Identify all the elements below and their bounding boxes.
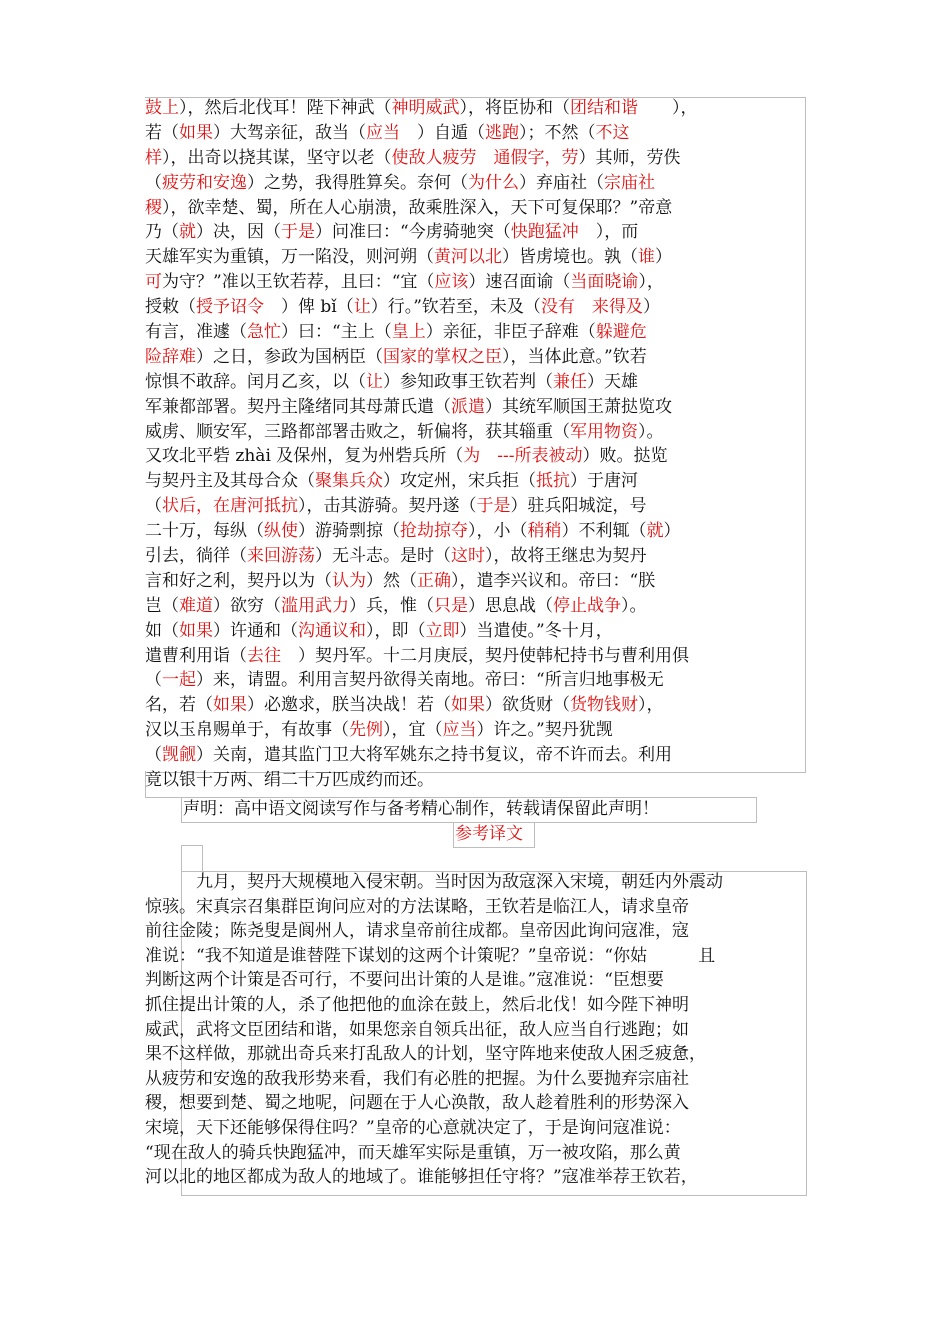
annotation-gloss: 让: [366, 371, 383, 392]
source-text: ），即（: [366, 620, 426, 641]
annotation-gloss: 如果: [179, 122, 213, 143]
source-text: 汉以玉帛赐单于，有故事（: [145, 720, 349, 741]
translation-line: 前往金陵；陈尧叟是阆州人，请求皇帝前往成都。皇帝因此询问寇准，寇: [145, 921, 689, 942]
reference-translation-title: 参考译文: [455, 824, 523, 844]
source-text: ）欲货财（: [485, 695, 570, 716]
source-text: （: [145, 172, 162, 193]
source-text: 遣曹利用诣（: [145, 645, 247, 666]
source-text: 若（: [145, 122, 179, 143]
source-text: ）关南，遣其监门卫大将军姚东之持书复议，帝不许而去。利用: [196, 745, 672, 766]
source-text: ）天雄: [587, 371, 638, 392]
translation-line: 稷，想要到楚、蜀之地呢，问题在于人心涣散，敌人趁着胜利的形势深入: [145, 1093, 689, 1114]
annotation-gloss: 军用物资: [570, 421, 638, 442]
source-text: 二十万，每纵（: [145, 521, 264, 542]
annotation-gloss: 聚集兵众: [315, 471, 383, 492]
source-text: ）速召面谕（: [468, 272, 571, 293]
source-text: ）许之。”契丹犹觊: [476, 720, 613, 741]
annotation-gloss: 国家的掌权之臣: [383, 346, 502, 367]
annotation-gloss: 逃跑: [485, 122, 519, 143]
source-text: ）；不然（: [519, 122, 596, 143]
annotated-line: [145, 96, 805, 121]
source-text: ），小（: [468, 521, 528, 542]
annotated-line: [145, 345, 805, 370]
annotation-gloss: 宗庙社: [604, 172, 655, 193]
source-text: ）必邀求，朕当决战！若（: [247, 695, 451, 716]
annotation-gloss: 抵抗: [536, 471, 570, 492]
annotated-line: [145, 420, 805, 445]
source-text: ）: [642, 297, 660, 318]
annotated-line: [145, 220, 805, 245]
annotated-line: [145, 519, 805, 544]
annotation-gloss: 神明威武: [391, 98, 460, 118]
annotation-gloss: 沟通议和: [298, 620, 366, 641]
annotation-gloss: 皇上: [391, 322, 426, 343]
source-text: ）于唐河: [570, 471, 638, 492]
source-text: ），: [638, 98, 698, 118]
annotation-gloss: 鼓上: [145, 98, 179, 118]
source-text: ）自遁（: [400, 122, 485, 143]
source-text: ）: [655, 247, 672, 268]
source-text: ）。: [638, 421, 664, 442]
source-text: 岂（: [145, 595, 179, 616]
annotation-gloss: 稷: [145, 197, 162, 218]
source-text: 言和好之利，契丹以为（: [145, 570, 332, 591]
annotation-gloss: 货物钱财: [570, 695, 638, 716]
annotation-gloss: 躲避危: [595, 322, 647, 343]
annotated-line: [145, 494, 805, 519]
source-text: （: [145, 745, 162, 766]
annotation-gloss: 为什么: [468, 172, 519, 193]
source-text: 为守？”准以王钦若荐，且曰：“宜（: [162, 272, 435, 293]
annotation-gloss: 去往: [247, 645, 281, 666]
source-text: ）攻定州，宋兵拒（: [383, 471, 536, 492]
annotation-gloss: 样: [145, 147, 162, 168]
annotation-gloss: 觊觎: [162, 745, 196, 766]
annotation-gloss: 于是: [476, 496, 511, 517]
translation-line: 九月，契丹大规模地入侵宋朝。当时因为敌寇深入宋境，朝廷内外震动: [145, 872, 723, 892]
annotation-gloss: 应当: [442, 720, 477, 741]
annotation-gloss: 应该: [434, 272, 469, 293]
annotated-line: [145, 594, 805, 619]
annotation-gloss: 难道: [179, 595, 213, 616]
source-text: ），故将王继忠为契丹: [485, 546, 647, 567]
source-text: ），当体此意。”钦若: [502, 346, 647, 367]
annotation-gloss: 派遣: [451, 396, 485, 417]
annotation-gloss: 于是: [281, 222, 315, 243]
translation-text: [145, 870, 805, 1190]
annotated-line: [145, 370, 805, 395]
source-text: ）欲穷（: [213, 595, 281, 616]
source-text: ），: [638, 272, 664, 293]
source-text: ），然后北伐耳！陛下神武（: [179, 98, 392, 118]
annotation-gloss: 应当: [366, 122, 400, 143]
source-text: 名，若（: [145, 695, 213, 716]
translation-line: 判断这两个计策是否可行，不要问出计策的人是谁。”寇准说：“臣想要: [145, 970, 664, 991]
annotation-gloss: 认为: [332, 570, 366, 591]
translation-line: 准说：“我不知道是谁替陛下谋划的这两个计策呢？”皇帝说：“你姑 且: [145, 945, 716, 966]
annotated-line: [145, 718, 805, 743]
source-text: ）: [663, 521, 681, 542]
source-text: ）契丹军。十二月庚辰，契丹使韩杞持书与曹利用俱: [281, 645, 689, 666]
annotation-gloss: 就: [179, 222, 196, 243]
source-text: 如（: [145, 620, 179, 641]
translation-line: 威武，武将文臣团结和谐，如果您亲自领兵出征，敌人应当自行逃跑；如: [145, 1019, 689, 1040]
annotation-gloss: 稍稍: [527, 521, 562, 542]
annotation-gloss: 停止战争: [553, 595, 621, 616]
translation-line: 抓住提出计策的人，杀了他把他的血涂在鼓上，然后北伐！如今陛下神明: [145, 994, 689, 1015]
annotation-gloss: 一起: [162, 670, 196, 691]
annotation-gloss: 状后，在唐河抵抗: [162, 496, 298, 517]
annotated-line: [145, 619, 805, 644]
annotation-gloss: 让: [353, 297, 371, 318]
annotation-gloss: 不这: [595, 122, 630, 143]
annotation-gloss: 疲劳和安逸: [162, 172, 247, 193]
source-text: 惊惧不敢辞。闰月乙亥，以（: [145, 371, 366, 392]
annotated-line: [145, 668, 805, 693]
annotation-gloss: 谁: [638, 247, 655, 268]
source-text: ），: [638, 695, 664, 716]
annotated-line: [145, 644, 805, 669]
annotation-gloss: 抢劫掠夺: [400, 521, 468, 542]
source-text: 威虏、顺安军，三路都部署击败之，斩偏将，获其辎重（: [145, 421, 570, 442]
source-text: 引去，徜徉（: [145, 546, 247, 567]
translation-line: 宋境，天下还能够保得住吗？”皇帝的心意就决定了，于是询问寇准说：: [145, 1117, 681, 1138]
annotation-gloss: 授予诏令: [196, 297, 264, 318]
annotation-gloss: 正确: [417, 570, 451, 591]
declaration-text: 声明：高中语文阅读写作与备考精心制作，转载请保留此声明！: [183, 799, 659, 819]
source-text: 与契丹主及其母合众（: [145, 471, 315, 492]
source-text: 有言，准遽（: [145, 322, 247, 343]
source-text: 军兼都部署。契丹主隆绪同其母萧氏遣（: [145, 396, 451, 417]
source-text: ），将臣协和（: [459, 98, 570, 118]
annotated-line: [145, 171, 805, 196]
annotation-gloss: 纵使: [264, 521, 298, 542]
annotated-line: [145, 320, 805, 345]
annotation-gloss: 兼任: [553, 371, 587, 392]
source-text: 又攻北平砦 zhài 及保州，复为州砦兵所（: [145, 446, 464, 467]
source-text: ），而: [578, 222, 639, 243]
source-text: ）决，因（: [196, 222, 281, 243]
annotated-line: [145, 295, 805, 320]
source-text: ）大驾亲征，敌当（: [213, 122, 366, 143]
source-text: （: [145, 496, 162, 517]
source-text: ）思息战（: [468, 595, 553, 616]
translation-line: 果不这样做，那就出奇兵来打乱敌人的计划，坚守阵地来使敌人困乏疲惫，: [145, 1044, 706, 1065]
annotated-line: [145, 444, 805, 469]
annotated-line: [145, 544, 805, 569]
source-text: ）。: [621, 595, 647, 616]
source-text: 天雄军实为重镇，万一陷没，则河朔（: [145, 247, 434, 268]
source-text: ）驻兵阳城淀，号: [510, 496, 647, 517]
annotated-line: [145, 768, 805, 793]
source-text: ）之日，参政为国柄臣（: [196, 346, 383, 367]
source-text: （: [145, 670, 162, 691]
annotated-line: [145, 146, 805, 171]
source-text: ），欲幸楚、蜀，所在人心崩溃，敌乘胜深入，天下可复保耶？”帝意: [162, 197, 673, 218]
source-text: ）不利辄（: [561, 521, 647, 542]
translation-line: 从疲劳和安逸的敌我形势来看，我们有必胜的把握。为什么要抛弃宗庙社: [145, 1068, 689, 1089]
source-text: ）其统军顺国王萧挞览攻: [485, 396, 672, 417]
annotated-line: [145, 693, 805, 718]
annotated-line: [145, 196, 805, 221]
source-text: ）其师，劳佚: [578, 147, 681, 168]
source-text: ）皆虏境也。孰（: [502, 247, 638, 268]
annotation-gloss: 黄河以北: [434, 247, 502, 268]
source-text: ）俾 bǐ（: [264, 297, 354, 318]
annotated-line: [145, 245, 805, 270]
source-text: ）然（: [366, 570, 417, 591]
source-text: ）兵，惟（: [349, 595, 434, 616]
annotation-gloss: 先例: [349, 720, 383, 741]
annotation-gloss: 来回游荡: [247, 546, 315, 567]
annotation-gloss: 使敌人疲劳 通假字，劳: [391, 147, 579, 168]
source-text: ）亲征，非臣子辞难（: [425, 322, 596, 343]
translation-line: 惊骇。宋真宗召集群臣询问应对的方法谋略，王钦若是临江人，请求皇帝: [145, 896, 689, 917]
source-text: ）无斗志。是时（: [315, 546, 451, 567]
annotation-gloss: 如果: [451, 695, 485, 716]
source-text: ）当遣使。”冬十月，: [459, 620, 613, 641]
source-text: 授敕（: [145, 297, 196, 318]
annotation-gloss: 可: [145, 272, 162, 293]
annotated-line: [145, 270, 805, 295]
source-text: 乃（: [145, 222, 179, 243]
annotated-line: [145, 121, 805, 146]
annotated-line: [145, 743, 805, 768]
annotation-gloss: 没有 来得及: [540, 297, 643, 318]
source-text: ），遣李兴议和。帝曰：“朕: [451, 570, 656, 591]
annotation-gloss: 滥用武力: [281, 595, 349, 616]
annotation-gloss: 急忙: [247, 322, 281, 343]
annotation-gloss: 快跑猛冲: [510, 222, 579, 243]
annotation-gloss: 立即: [425, 620, 460, 641]
source-text: ）游骑剽掠（: [298, 521, 400, 542]
source-text: ），击其游骑。契丹遂（: [298, 496, 477, 517]
annotated-classical-text: [145, 96, 805, 793]
source-text: ）参知政事王钦若判（: [383, 371, 553, 392]
source-text: ）败。挞览: [582, 446, 668, 467]
indent-marker-frame: [181, 845, 203, 872]
source-text: ）来，请盟。利用言契丹欲得关南地。帝曰：“所言归地事极无: [196, 670, 664, 691]
source-text: ）曰：“主上（: [281, 322, 392, 343]
annotation-gloss: 险辞难: [145, 346, 196, 367]
translation-line: 河以北的地区都成为敌人的地域了。谁能够担任守将？”寇准举荐王钦若，: [145, 1167, 698, 1188]
translation-line: “现在敌人的骑兵快跑猛冲，而天雄军实际是重镇，万一被攻陷，那么黄: [145, 1142, 681, 1163]
source-text: ）之势，我得胜算矣。奈何（: [247, 172, 468, 193]
annotated-line: [145, 469, 805, 494]
annotation-gloss: 团结和谐: [570, 98, 638, 118]
annotation-gloss: 当面晓谕: [570, 272, 639, 293]
source-text: ）行。”钦若至，未及（: [370, 297, 541, 318]
source-text: 竟以银十万两、绢二十万匹成约而还。: [145, 770, 434, 791]
annotation-gloss: 如果: [179, 620, 213, 641]
annotation-gloss: 只是: [434, 595, 468, 616]
source-text: ）问准曰：“今虏骑驰突（: [315, 222, 511, 243]
annotation-gloss: 为 ---所表被动: [463, 446, 583, 467]
annotation-gloss: 如果: [213, 695, 247, 716]
source-text: ），出奇以挠其谋，坚守以老（: [162, 147, 392, 168]
annotation-gloss: 这时: [451, 546, 485, 567]
source-text: ），宜（: [383, 720, 443, 741]
annotated-line: [145, 395, 805, 420]
annotation-gloss: 就: [646, 521, 664, 542]
source-text: ）许通和（: [213, 620, 298, 641]
source-text: ）弃庙社（: [519, 172, 604, 193]
annotated-line: [145, 569, 805, 594]
